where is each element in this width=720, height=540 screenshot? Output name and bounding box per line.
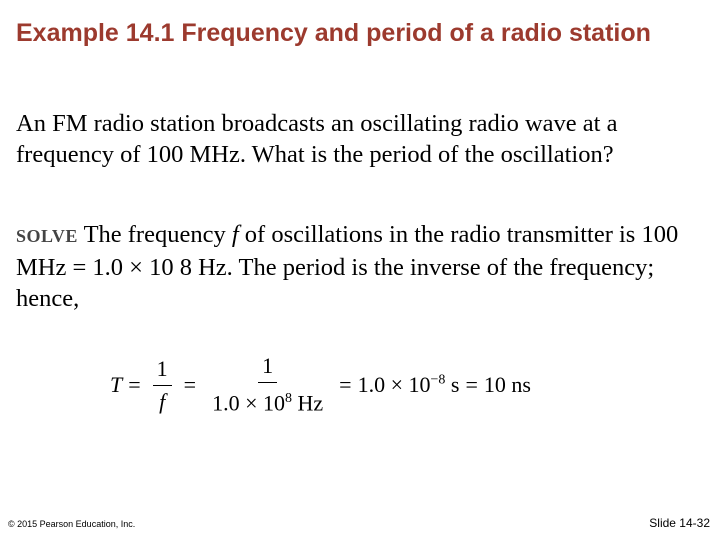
equals-sign-1: = <box>128 372 141 397</box>
fraction-one-over-frequency <box>208 353 327 416</box>
fraction-one-over-f <box>153 356 172 415</box>
fraction-2-numerator: 1 <box>258 353 277 383</box>
period-equation <box>110 345 531 425</box>
equals-sign-3: = <box>339 372 352 397</box>
fraction-2-denominator <box>208 383 327 416</box>
result-base: 1.0 × 10 <box>357 372 431 397</box>
fraction-1-denominator: f <box>159 388 166 414</box>
fraction-1-numerator: 1 <box>153 356 172 386</box>
fraction-2-den-exponent: 8 <box>285 391 293 407</box>
slide-number: Slide 14-32 <box>649 516 710 530</box>
equation-lhs: T <box>110 372 123 397</box>
problem-statement: An FM radio station broadcasts an oscillating radio wave at a frequency of 100 MHz. What is the period of the oscillation? <box>16 110 618 168</box>
fraction-2-den-base: 1.0 × 10 <box>212 390 286 416</box>
result-exponent: −8 <box>430 372 446 388</box>
copyright-notice: © 2015 Pearson Education, Inc. <box>8 519 136 529</box>
solve-text-before: The frequency <box>83 221 232 248</box>
result-unit: s <box>445 372 460 397</box>
final-result: 10 ns <box>483 372 531 397</box>
solve-paragraph <box>16 219 706 314</box>
result-seconds <box>358 372 460 398</box>
slide-title: Example 14.1 Frequency and period of a radio station <box>16 19 651 47</box>
solve-text-after: of oscillations in the radio transmitter is 100 MHz = 1.0 × 10 8 Hz. The period is the inverse of the frequency; hence, <box>16 221 679 312</box>
equals-sign-4: = <box>465 372 478 397</box>
frequency-symbol: f <box>231 221 239 248</box>
equals-sign-2: = <box>183 372 197 397</box>
fraction-2-den-unit: Hz <box>292 390 324 416</box>
solve-label: SOLVE <box>16 226 78 246</box>
